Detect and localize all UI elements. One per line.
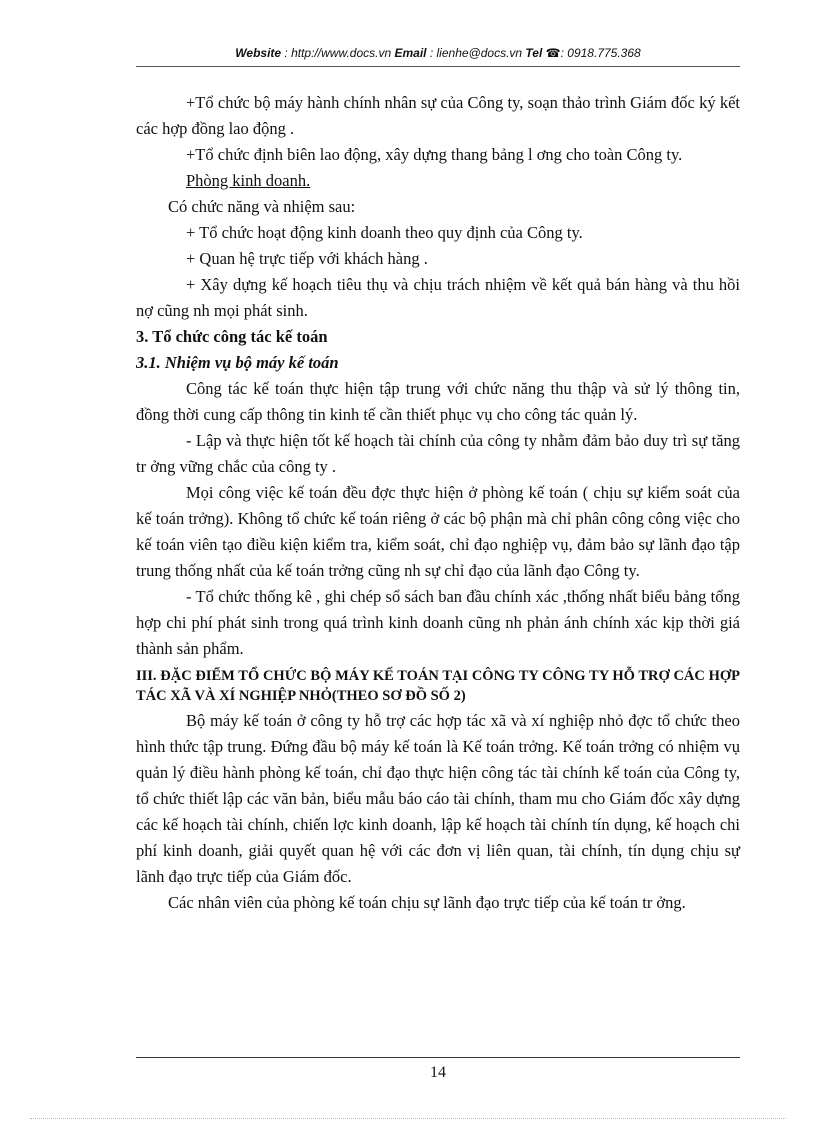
section-heading-3-1: 3.1. Nhiệm vụ bộ máy kế toán — [136, 353, 339, 372]
page-header — [136, 46, 740, 60]
email-value: : lienhe@docs.vn — [429, 46, 523, 60]
paragraph-10: Mọi công việc kế toán đều đợc thực hiện ở phòng kế toán ( chịu sự kiểm soát của kế toán trởng). Không tổ chức kế toán riêng ở các bộ phận mà chỉ phân công công việc cho kế toán viên tạo điều kiện kiểm tra, kiểm soát, chỉ đạo nghiệp vụ, đảm bảo sự lãnh đạo tập trung thống nhất của kế toán trởng cũng nh sự chỉ đạo của lãnh đạo Công ty. — [136, 483, 740, 580]
paragraph-4: Có chức năng và nhiệm sau: — [168, 197, 356, 216]
document-body — [136, 90, 740, 916]
paragraph-8: Công tác kế toán thực hiện tập trung với chức năng thu thập và sử lý thông tin, đồng thời cung cấp thông tin kinh tế cần thiết phục vụ cho công tác quản lý. — [136, 379, 740, 424]
page-bottom-dotted-line — [30, 1118, 786, 1119]
paragraph-9: - Lập và thực hiện tốt kế hoạch tài chính của công ty nhằm đảm bảo duy trì sự tăng tr ởng vững chắc của công ty . — [136, 431, 740, 476]
email-label: Email — [394, 46, 427, 60]
footer-divider — [136, 1057, 740, 1058]
paragraph-12: Bộ máy kế toán ở công ty hỗ trợ các hợp tác xã và xí nghiệp nhỏ đợc tổ chức theo hình thức tập trung. Đứng đầu bộ máy kế toán là Kế toán trởng. Kế toán trởng có nhiệm vụ quản lý điều hành phòng kế toán, chỉ đạo thực hiện công tác tài chính kế toán của Công ty, tổ chức thiết lập các văn bản, biểu mẫu báo cáo tài chính, tham mu cho Giám đốc xây dựng các kế hoạch tài chính, chiến lợc kinh doanh, lập kế hoạch tài chính tín dụng, kế hoạch chi phí kinh doanh, giải quyết quan hệ với các đơn vị liên quan, tài chính, tín dụng chịu sự lãnh đạo trực tiếp của Giám đốc. — [136, 711, 740, 886]
paragraph-1: +Tổ chức bộ máy hành chính nhân sự của Công ty, soạn thảo trình Giám đốc ký kết các hợp đồng lao động . — [136, 93, 740, 138]
paragraph-5: + Tổ chức hoạt động kinh doanh theo quy định của Công ty. — [186, 223, 583, 242]
section-heading-3: 3. Tổ chức công tác kế toán — [136, 327, 328, 346]
tel-label: Tel — [525, 46, 543, 60]
paragraph-2: +Tổ chức định biên lao động, xây dựng thang bảng l ơng cho toàn Công ty. — [186, 145, 683, 164]
header-divider — [136, 66, 740, 67]
paragraph-13: Các nhân viên của phòng kế toán chịu sự lãnh đạo trực tiếp của kế toán tr ởng. — [168, 893, 686, 912]
page-number: 14 — [430, 1064, 446, 1081]
chapter-heading-III: III. ĐẶC ĐIỂM TỔ CHỨC BỘ MÁY KẾ TOÁN TẠI CÔNG TY CÔNG TY HỖ TRỢ CÁC HỢP TÁC XÃ VÀ XÍ NGHIỆP NHỎ(THEO SƠ ĐỒ SỐ 2) — [136, 668, 740, 704]
tel-value: ☎: 0918.775.368 — [545, 46, 641, 60]
paragraph-6: + Quan hệ trực tiếp với khách hàng . — [186, 249, 428, 268]
paragraph-11: - Tổ chức thống kê , ghi chép sổ sách ban đầu chính xác ,thống nhất biểu bảng tổng hợp chi phí phát sinh trong quá trình kinh doanh cũng nh phản ánh chính xác kịp thời giá thành sản phẩm. — [136, 587, 740, 658]
website-value: : http://www.docs.vn — [284, 46, 392, 60]
website-label: Website — [235, 46, 282, 60]
paragraph-7: + Xây dựng kế hoạch tiêu thụ và chịu trách nhiệm về kết quả bán hàng và thu hồi nợ cũng nh mọi phát sinh. — [136, 275, 740, 320]
subheading-sales-dept: Phòng kinh doanh. — [186, 171, 311, 190]
